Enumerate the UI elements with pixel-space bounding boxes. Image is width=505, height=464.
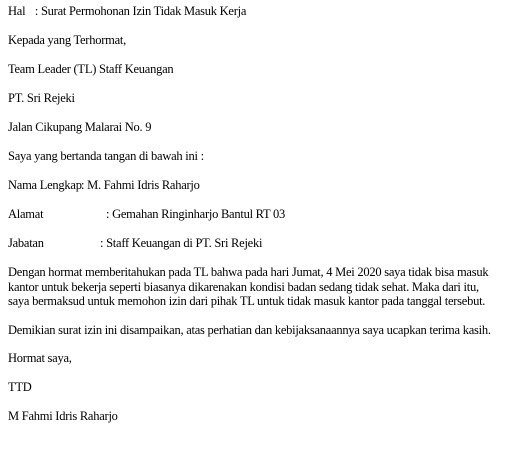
field-label: Alamat [8,207,44,221]
field-value: : M. Fahmi Idris Raharjo [81,178,200,192]
spacer [8,48,500,62]
intro-line: Saya yang bertanda tangan di bawah ini : [8,149,204,163]
spacer [8,77,500,91]
spacer [8,164,500,178]
field-row-address [8,207,500,222]
company-address: Jalan Cikupang Malarai No. 9 [8,120,152,134]
subject-line [8,4,500,19]
company-name: PT. Sri Rejeki [8,91,75,105]
spacer [8,135,500,149]
spacer [8,251,500,265]
spacer [8,309,500,323]
closing-paragraph: Demikian surat izin ini disampaikan, atas perhatian dan kebijaksanaannya saya ucapkan terima kasih. [8,322,491,337]
salutation: Kepada yang Terhormat, [8,33,126,47]
spacer [8,222,500,236]
field-row-name [8,178,500,193]
subject-value: : Surat Permohonan Izin Tidak Masuk Kerja [34,4,247,18]
field-label: Nama Lengkap [8,178,82,192]
signoff: Hormat saya, [8,351,72,365]
field-label: Jabatan [8,236,44,250]
spacer [8,106,500,120]
signature-placeholder: TTD [8,380,32,394]
body-paragraph: Dengan hormat memberitahukan pada TL bahwa pada hari Jumat, 4 Mei 2020 saya tidak bisa masuk kantor untuk bekerja seperti biasanya dikarenakan kondisi badan sedang tidak sehat. Maka dari itu, saya bermaksud untuk memohon izin dari pihak TL untuk tidak masuk kantor pada tanggal tersebut. [8,265,489,308]
spacer [8,337,500,351]
recipient-title: Team Leader (TL) Staff Keuangan [8,62,174,76]
subject-label: Hal [8,4,26,18]
signer-name: M Fahmi Idris Raharjo [8,409,118,423]
field-value: : Staff Keuangan di PT. Sri Rejeki [100,236,263,250]
field-row-position [8,236,500,251]
spacer [8,366,500,380]
spacer [8,19,500,33]
field-value: : Gemahan Ringinharjo Bantul RT 03 [106,207,286,221]
spacer [8,193,500,207]
letter-document [8,4,500,424]
spacer [8,395,500,409]
